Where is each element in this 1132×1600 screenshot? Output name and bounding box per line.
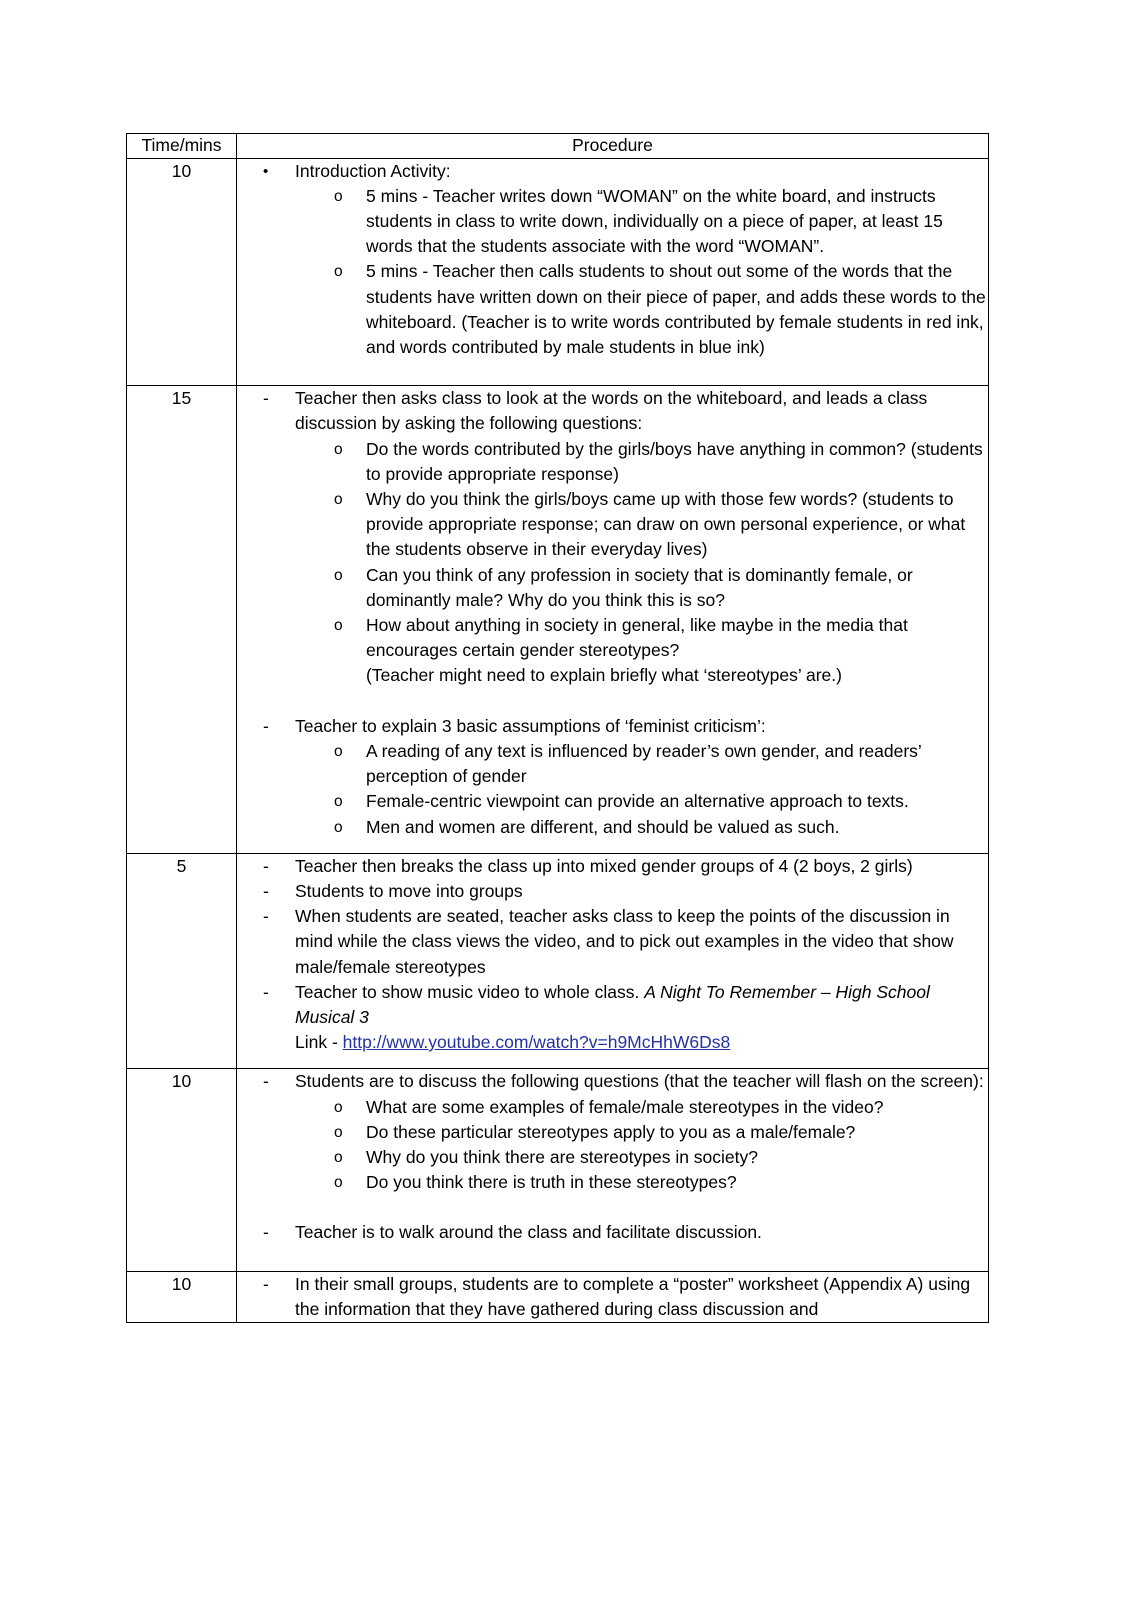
list-item-text: Students are to discuss the following questions (that the teacher will flash on the screen):: [295, 1071, 984, 1092]
list-item: [237, 386, 988, 436]
spacer: [237, 1055, 988, 1068]
list-item-text: 5 mins - Teacher then calls students to shout out some of the words that the students have written down on their piece of paper, and adds these words to the whiteboard. (Teacher is to write words contributed by female students in red ink, and words contributed by male students in blue ink): [366, 261, 986, 358]
list-item-text: In their small groups, students are to complete a “poster” worksheet (Appendix A) using the information that they have gathered during class discussion and: [295, 1273, 971, 1319]
table-row: [127, 853, 989, 1069]
list-item-text: Introduction Activity:: [295, 160, 451, 181]
list-item: [237, 259, 988, 360]
list-item-text: Teacher then breaks the class up into mixed gender groups of 4 (2 boys, 2 girls): [295, 855, 913, 876]
spacer: [237, 1246, 988, 1271]
list-item: [237, 1145, 988, 1170]
list-item-text: What are some examples of female/male stereotypes in the video?: [366, 1096, 884, 1117]
bullet-circle-icon: o: [334, 742, 343, 760]
list-item-text: Teacher to explain 3 basic assumptions of ‘feminist criticism’:: [295, 715, 766, 736]
bullet-dash-icon: -: [263, 981, 269, 1002]
bullet-circle-icon: o: [334, 1148, 343, 1166]
list-item: [237, 1272, 988, 1322]
list-item: [237, 714, 988, 739]
list-item: [237, 1095, 988, 1120]
list-item: [237, 980, 988, 1056]
procedure-cell: [237, 158, 989, 386]
list-item: [237, 815, 988, 840]
bullet-circle-icon: o: [334, 263, 343, 281]
list-item: [237, 184, 988, 260]
link-label: Link -: [295, 1032, 343, 1053]
time-cell: 10: [127, 1271, 237, 1322]
list-item: [237, 879, 988, 904]
list-item-text: Can you think of any profession in society that is dominantly female, or dominantly male? Why do you think this is so?: [366, 564, 913, 610]
list-item: [237, 159, 988, 184]
list-item: [237, 437, 988, 487]
bullet-circle-icon: o: [334, 566, 343, 584]
time-cell: 10: [127, 1069, 237, 1271]
list-item-text: Students to move into groups: [295, 880, 523, 901]
table-row: [127, 158, 989, 386]
list-item-text: Teacher then asks class to look at the words on the whiteboard, and leads a class discussion by asking the following questions:: [295, 388, 928, 434]
spacer: [237, 360, 988, 385]
bullet-circle-icon: o: [334, 1098, 343, 1116]
bullet-dash-icon: -: [263, 880, 269, 901]
time-cell: 15: [127, 386, 237, 853]
procedure-cell: [237, 1069, 989, 1271]
note-text: (Teacher might need to explain briefly what ‘stereotypes’ are.): [366, 665, 842, 686]
bullet-dash-icon: -: [263, 1222, 269, 1243]
bullet-dash-icon: -: [263, 1071, 269, 1092]
list-item: [237, 854, 988, 879]
list-item: [237, 1220, 988, 1245]
video-title: A Night To Remember – High School Musical 3: [295, 981, 930, 1027]
bullet-dash-icon: -: [263, 906, 269, 927]
list-item: [237, 563, 988, 613]
list-item: [237, 613, 988, 663]
list-item: [237, 1170, 988, 1195]
list-item-text: Female-centric viewpoint can provide an alternative approach to texts.: [366, 791, 909, 812]
list-item-text: Why do you think the girls/boys came up with those few words? (students to provide appropriate response; can draw on own personal experience, or what the students observe in their everyday lives): [366, 489, 966, 560]
table-body: [127, 158, 989, 1322]
list-item-text: Men and women are different, and should be valued as such.: [366, 816, 840, 837]
table-row: [127, 1069, 989, 1271]
list-item-text: 5 mins - Teacher writes down “WOMAN” on the white board, and instructs students in class to write down, individually on a piece of paper, at least 15 words that the students associate with the word “WOMAN”.: [366, 185, 943, 257]
procedure-cell: [237, 853, 989, 1069]
list-item: [237, 487, 988, 563]
lesson-plan-table: [126, 133, 989, 1323]
procedure-cell: [237, 386, 989, 853]
list-item: [237, 904, 988, 980]
bullet-dash-icon: -: [263, 388, 269, 409]
list-item-text: Why do you think there are stereotypes in society?: [366, 1146, 759, 1167]
column-header-procedure: Procedure: [237, 134, 989, 159]
table-header-row: [127, 134, 989, 159]
time-cell: 10: [127, 158, 237, 386]
list-item-text: When students are seated, teacher asks class to keep the points of the discussion in mind while the class views the video, and to pick out examples in the video that show male/female stereotypes: [295, 906, 954, 977]
list-item: [237, 789, 988, 814]
list-item-text: Do the words contributed by the girls/boys have anything in common? (students to provide appropriate response): [366, 438, 983, 484]
bullet-circle-icon: o: [334, 491, 343, 509]
bullet-dash-icon: -: [263, 855, 269, 876]
list-item: [237, 739, 988, 789]
list-item-text: A reading of any text is influenced by reader’s own gender, and readers’ perception of gender: [366, 740, 922, 787]
list-item-text: Teacher is to walk around the class and facilitate discussion.: [295, 1222, 762, 1243]
spacer: [237, 689, 988, 714]
table-header: [127, 134, 989, 159]
bullet-circle-icon: o: [334, 440, 343, 458]
list-item: [237, 1120, 988, 1145]
bullet-dot-icon: •: [263, 162, 269, 180]
spacer: [237, 840, 988, 853]
bullet-dash-icon: -: [263, 715, 269, 736]
column-header-time: Time/mins: [127, 134, 237, 159]
youtube-video-link[interactable]: http://www.youtube.com/watch?v=h9McHhW6Ds8: [342, 1032, 731, 1053]
bullet-circle-icon: o: [334, 1123, 343, 1141]
procedure-cell: [237, 1271, 989, 1322]
table-row: [127, 386, 989, 853]
list-item-text: Do you think there is truth in these stereotypes?: [366, 1172, 737, 1193]
time-cell: 5: [127, 853, 237, 1069]
bullet-dash-icon: -: [263, 1273, 269, 1294]
table-row: [127, 1271, 989, 1322]
bullet-circle-icon: o: [334, 1174, 343, 1192]
bullet-circle-icon: o: [334, 793, 343, 811]
bullet-circle-icon: o: [334, 617, 343, 635]
bullet-circle-icon: o: [334, 818, 343, 836]
list-item-text: Do these particular stereotypes apply to you as a male/female?: [366, 1121, 856, 1142]
list-item-text: How about anything in society in general, like maybe in the media that encourages certain gender stereotypes?: [366, 615, 908, 661]
list-item-text: Teacher to show music video to whole class.: [295, 981, 645, 1002]
list-item: [237, 1069, 988, 1094]
bullet-circle-icon: o: [334, 187, 343, 205]
spacer: [237, 1195, 988, 1220]
